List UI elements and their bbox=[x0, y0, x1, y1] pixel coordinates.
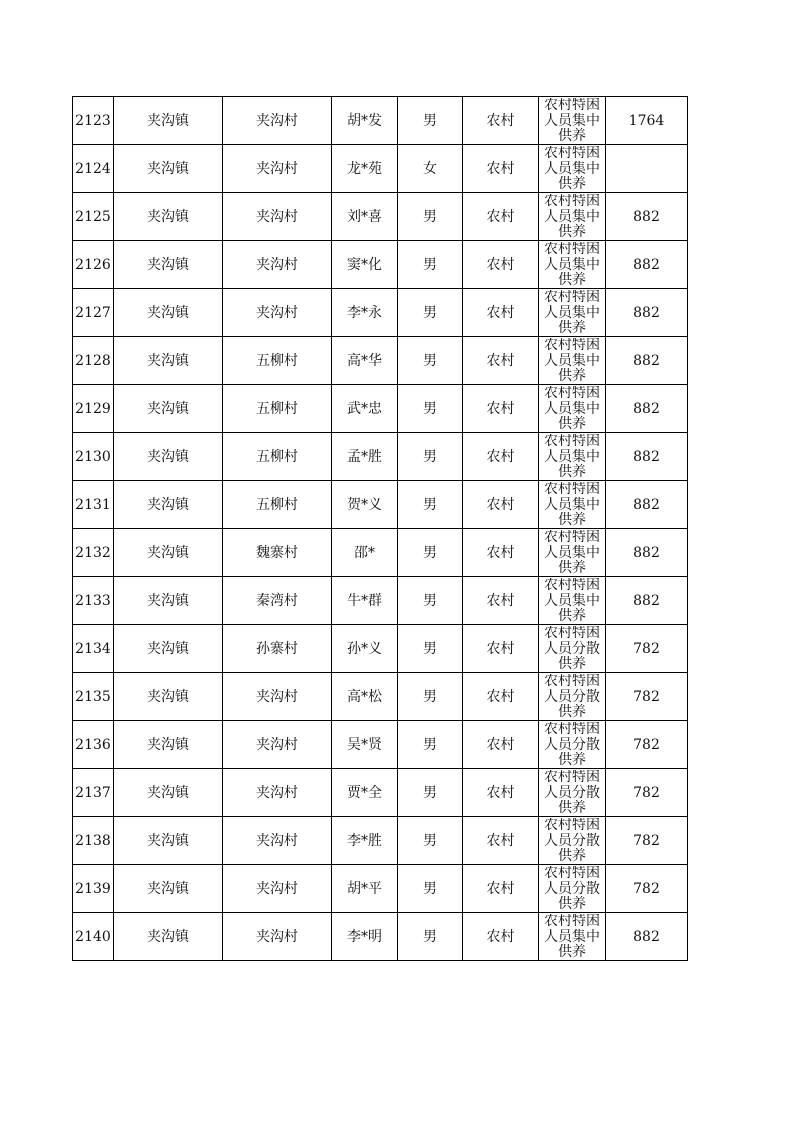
cell-person-name: 窦*化 bbox=[332, 241, 398, 289]
cell-town: 夹沟镇 bbox=[114, 769, 223, 817]
cell-person-name: 邵* bbox=[332, 529, 398, 577]
category-text: 农村特困人员集中供养 bbox=[544, 98, 600, 144]
cell-gender: 男 bbox=[398, 769, 463, 817]
category-text: 农村特困人员集中供养 bbox=[544, 530, 600, 576]
cell-number: 2125 bbox=[73, 193, 114, 241]
cell-category bbox=[539, 721, 606, 769]
cell-gender: 男 bbox=[398, 337, 463, 385]
table-row bbox=[73, 769, 688, 817]
category-text: 农村特困人员集中供养 bbox=[544, 242, 600, 288]
cell-gender: 男 bbox=[398, 817, 463, 865]
cell-number: 2139 bbox=[73, 865, 114, 913]
table-row bbox=[73, 337, 688, 385]
cell-number: 2131 bbox=[73, 481, 114, 529]
category-text: 农村特困人员分散供养 bbox=[544, 818, 600, 864]
cell-number: 2132 bbox=[73, 529, 114, 577]
cell-number: 2133 bbox=[73, 577, 114, 625]
cell-gender: 男 bbox=[398, 529, 463, 577]
cell-number: 2124 bbox=[73, 145, 114, 193]
table-row bbox=[73, 433, 688, 481]
cell-area-type: 农村 bbox=[463, 529, 539, 577]
cell-category bbox=[539, 865, 606, 913]
cell-category bbox=[539, 433, 606, 481]
cell-town: 夹沟镇 bbox=[114, 385, 223, 433]
table-row bbox=[73, 577, 688, 625]
cell-village: 夹沟村 bbox=[223, 865, 332, 913]
cell-person-name: 孙*义 bbox=[332, 625, 398, 673]
category-text: 农村特困人员集中供养 bbox=[544, 386, 600, 432]
cell-amount: 782 bbox=[606, 769, 688, 817]
cell-gender: 男 bbox=[398, 865, 463, 913]
cell-number: 2128 bbox=[73, 337, 114, 385]
cell-number: 2137 bbox=[73, 769, 114, 817]
cell-category bbox=[539, 625, 606, 673]
cell-number: 2134 bbox=[73, 625, 114, 673]
cell-number: 2127 bbox=[73, 289, 114, 337]
cell-town: 夹沟镇 bbox=[114, 289, 223, 337]
table-row bbox=[73, 385, 688, 433]
cell-area-type: 农村 bbox=[463, 481, 539, 529]
cell-village: 夹沟村 bbox=[223, 769, 332, 817]
cell-town: 夹沟镇 bbox=[114, 529, 223, 577]
cell-category bbox=[539, 577, 606, 625]
category-text: 农村特困人员集中供养 bbox=[544, 290, 600, 336]
cell-amount bbox=[606, 145, 688, 193]
cell-town: 夹沟镇 bbox=[114, 913, 223, 961]
cell-person-name: 胡*平 bbox=[332, 865, 398, 913]
cell-area-type: 农村 bbox=[463, 97, 539, 145]
cell-area-type: 农村 bbox=[463, 337, 539, 385]
cell-area-type: 农村 bbox=[463, 241, 539, 289]
cell-number: 2140 bbox=[73, 913, 114, 961]
cell-village: 夹沟村 bbox=[223, 673, 332, 721]
cell-area-type: 农村 bbox=[463, 817, 539, 865]
cell-gender: 男 bbox=[398, 721, 463, 769]
cell-category bbox=[539, 913, 606, 961]
table-row bbox=[73, 481, 688, 529]
cell-village: 夹沟村 bbox=[223, 289, 332, 337]
cell-gender: 男 bbox=[398, 97, 463, 145]
cell-village: 夹沟村 bbox=[223, 817, 332, 865]
cell-person-name: 刘*喜 bbox=[332, 193, 398, 241]
cell-category bbox=[539, 529, 606, 577]
cell-village: 五柳村 bbox=[223, 337, 332, 385]
cell-amount: 782 bbox=[606, 625, 688, 673]
cell-village: 夹沟村 bbox=[223, 721, 332, 769]
table-row bbox=[73, 289, 688, 337]
cell-category bbox=[539, 337, 606, 385]
category-text: 农村特困人员分散供养 bbox=[544, 770, 600, 816]
category-text: 农村特困人员集中供养 bbox=[544, 146, 600, 192]
cell-person-name: 李*胜 bbox=[332, 817, 398, 865]
cell-category bbox=[539, 145, 606, 193]
cell-person-name: 高*松 bbox=[332, 673, 398, 721]
cell-person-name: 胡*发 bbox=[332, 97, 398, 145]
category-text: 农村特困人员集中供养 bbox=[544, 914, 600, 960]
cell-number: 2136 bbox=[73, 721, 114, 769]
cell-category bbox=[539, 817, 606, 865]
cell-amount: 882 bbox=[606, 481, 688, 529]
cell-person-name: 吴*贤 bbox=[332, 721, 398, 769]
cell-village: 夹沟村 bbox=[223, 97, 332, 145]
cell-category bbox=[539, 769, 606, 817]
cell-category bbox=[539, 385, 606, 433]
cell-village: 五柳村 bbox=[223, 433, 332, 481]
benefit-table bbox=[72, 96, 688, 961]
cell-person-name: 李*永 bbox=[332, 289, 398, 337]
cell-number: 2129 bbox=[73, 385, 114, 433]
cell-person-name: 李*明 bbox=[332, 913, 398, 961]
cell-area-type: 农村 bbox=[463, 673, 539, 721]
cell-person-name: 武*忠 bbox=[332, 385, 398, 433]
table-row bbox=[73, 529, 688, 577]
cell-area-type: 农村 bbox=[463, 433, 539, 481]
table-row bbox=[73, 145, 688, 193]
cell-area-type: 农村 bbox=[463, 577, 539, 625]
cell-person-name: 高*华 bbox=[332, 337, 398, 385]
cell-town: 夹沟镇 bbox=[114, 241, 223, 289]
cell-person-name: 龙*苑 bbox=[332, 145, 398, 193]
cell-town: 夹沟镇 bbox=[114, 481, 223, 529]
cell-amount: 782 bbox=[606, 673, 688, 721]
cell-amount: 882 bbox=[606, 529, 688, 577]
cell-amount: 782 bbox=[606, 817, 688, 865]
table-row bbox=[73, 193, 688, 241]
category-text: 农村特困人员集中供养 bbox=[544, 482, 600, 528]
table-row bbox=[73, 913, 688, 961]
cell-village: 五柳村 bbox=[223, 385, 332, 433]
table-row bbox=[73, 673, 688, 721]
cell-amount: 882 bbox=[606, 289, 688, 337]
cell-village: 夹沟村 bbox=[223, 913, 332, 961]
cell-amount: 882 bbox=[606, 577, 688, 625]
cell-number: 2138 bbox=[73, 817, 114, 865]
category-text: 农村特困人员分散供养 bbox=[544, 722, 600, 768]
cell-amount: 1764 bbox=[606, 97, 688, 145]
cell-category bbox=[539, 97, 606, 145]
cell-amount: 882 bbox=[606, 241, 688, 289]
cell-gender: 男 bbox=[398, 481, 463, 529]
cell-person-name: 孟*胜 bbox=[332, 433, 398, 481]
category-text: 农村特困人员集中供养 bbox=[544, 194, 600, 240]
cell-gender: 女 bbox=[398, 145, 463, 193]
cell-amount: 882 bbox=[606, 913, 688, 961]
cell-village: 五柳村 bbox=[223, 481, 332, 529]
cell-area-type: 农村 bbox=[463, 145, 539, 193]
cell-town: 夹沟镇 bbox=[114, 337, 223, 385]
cell-gender: 男 bbox=[398, 193, 463, 241]
cell-gender: 男 bbox=[398, 385, 463, 433]
cell-gender: 男 bbox=[398, 289, 463, 337]
cell-gender: 男 bbox=[398, 577, 463, 625]
cell-person-name: 贺*义 bbox=[332, 481, 398, 529]
cell-area-type: 农村 bbox=[463, 769, 539, 817]
cell-amount: 882 bbox=[606, 433, 688, 481]
cell-town: 夹沟镇 bbox=[114, 817, 223, 865]
cell-village: 夹沟村 bbox=[223, 145, 332, 193]
table-row bbox=[73, 241, 688, 289]
cell-person-name: 贾*全 bbox=[332, 769, 398, 817]
cell-area-type: 农村 bbox=[463, 865, 539, 913]
cell-village: 魏寨村 bbox=[223, 529, 332, 577]
cell-town: 夹沟镇 bbox=[114, 433, 223, 481]
cell-number: 2130 bbox=[73, 433, 114, 481]
cell-town: 夹沟镇 bbox=[114, 145, 223, 193]
cell-person-name: 牛*群 bbox=[332, 577, 398, 625]
cell-gender: 男 bbox=[398, 913, 463, 961]
cell-category bbox=[539, 481, 606, 529]
table-row bbox=[73, 625, 688, 673]
cell-number: 2126 bbox=[73, 241, 114, 289]
cell-town: 夹沟镇 bbox=[114, 193, 223, 241]
cell-area-type: 农村 bbox=[463, 385, 539, 433]
cell-town: 夹沟镇 bbox=[114, 673, 223, 721]
category-text: 农村特困人员集中供养 bbox=[544, 578, 600, 624]
cell-area-type: 农村 bbox=[463, 913, 539, 961]
cell-category bbox=[539, 193, 606, 241]
cell-area-type: 农村 bbox=[463, 625, 539, 673]
table-row bbox=[73, 865, 688, 913]
cell-number: 2123 bbox=[73, 97, 114, 145]
cell-gender: 男 bbox=[398, 433, 463, 481]
cell-amount: 782 bbox=[606, 721, 688, 769]
category-text: 农村特困人员集中供养 bbox=[544, 338, 600, 384]
cell-amount: 882 bbox=[606, 337, 688, 385]
cell-gender: 男 bbox=[398, 625, 463, 673]
cell-village: 孙寨村 bbox=[223, 625, 332, 673]
cell-amount: 882 bbox=[606, 193, 688, 241]
cell-amount: 882 bbox=[606, 385, 688, 433]
cell-town: 夹沟镇 bbox=[114, 865, 223, 913]
category-text: 农村特困人员分散供养 bbox=[544, 866, 600, 912]
cell-town: 夹沟镇 bbox=[114, 625, 223, 673]
table-row bbox=[73, 817, 688, 865]
cell-gender: 男 bbox=[398, 673, 463, 721]
cell-area-type: 农村 bbox=[463, 721, 539, 769]
table-row bbox=[73, 97, 688, 145]
cell-town: 夹沟镇 bbox=[114, 97, 223, 145]
table-body bbox=[73, 97, 688, 961]
table-row bbox=[73, 721, 688, 769]
cell-amount: 782 bbox=[606, 865, 688, 913]
category-text: 农村特困人员集中供养 bbox=[544, 434, 600, 480]
cell-village: 夹沟村 bbox=[223, 241, 332, 289]
category-text: 农村特困人员分散供养 bbox=[544, 626, 600, 672]
cell-village: 秦湾村 bbox=[223, 577, 332, 625]
cell-town: 夹沟镇 bbox=[114, 577, 223, 625]
category-text: 农村特困人员分散供养 bbox=[544, 674, 600, 720]
cell-number: 2135 bbox=[73, 673, 114, 721]
cell-category bbox=[539, 241, 606, 289]
cell-town: 夹沟镇 bbox=[114, 721, 223, 769]
cell-area-type: 农村 bbox=[463, 193, 539, 241]
cell-area-type: 农村 bbox=[463, 289, 539, 337]
cell-gender: 男 bbox=[398, 241, 463, 289]
cell-category bbox=[539, 673, 606, 721]
cell-village: 夹沟村 bbox=[223, 193, 332, 241]
cell-category bbox=[539, 289, 606, 337]
